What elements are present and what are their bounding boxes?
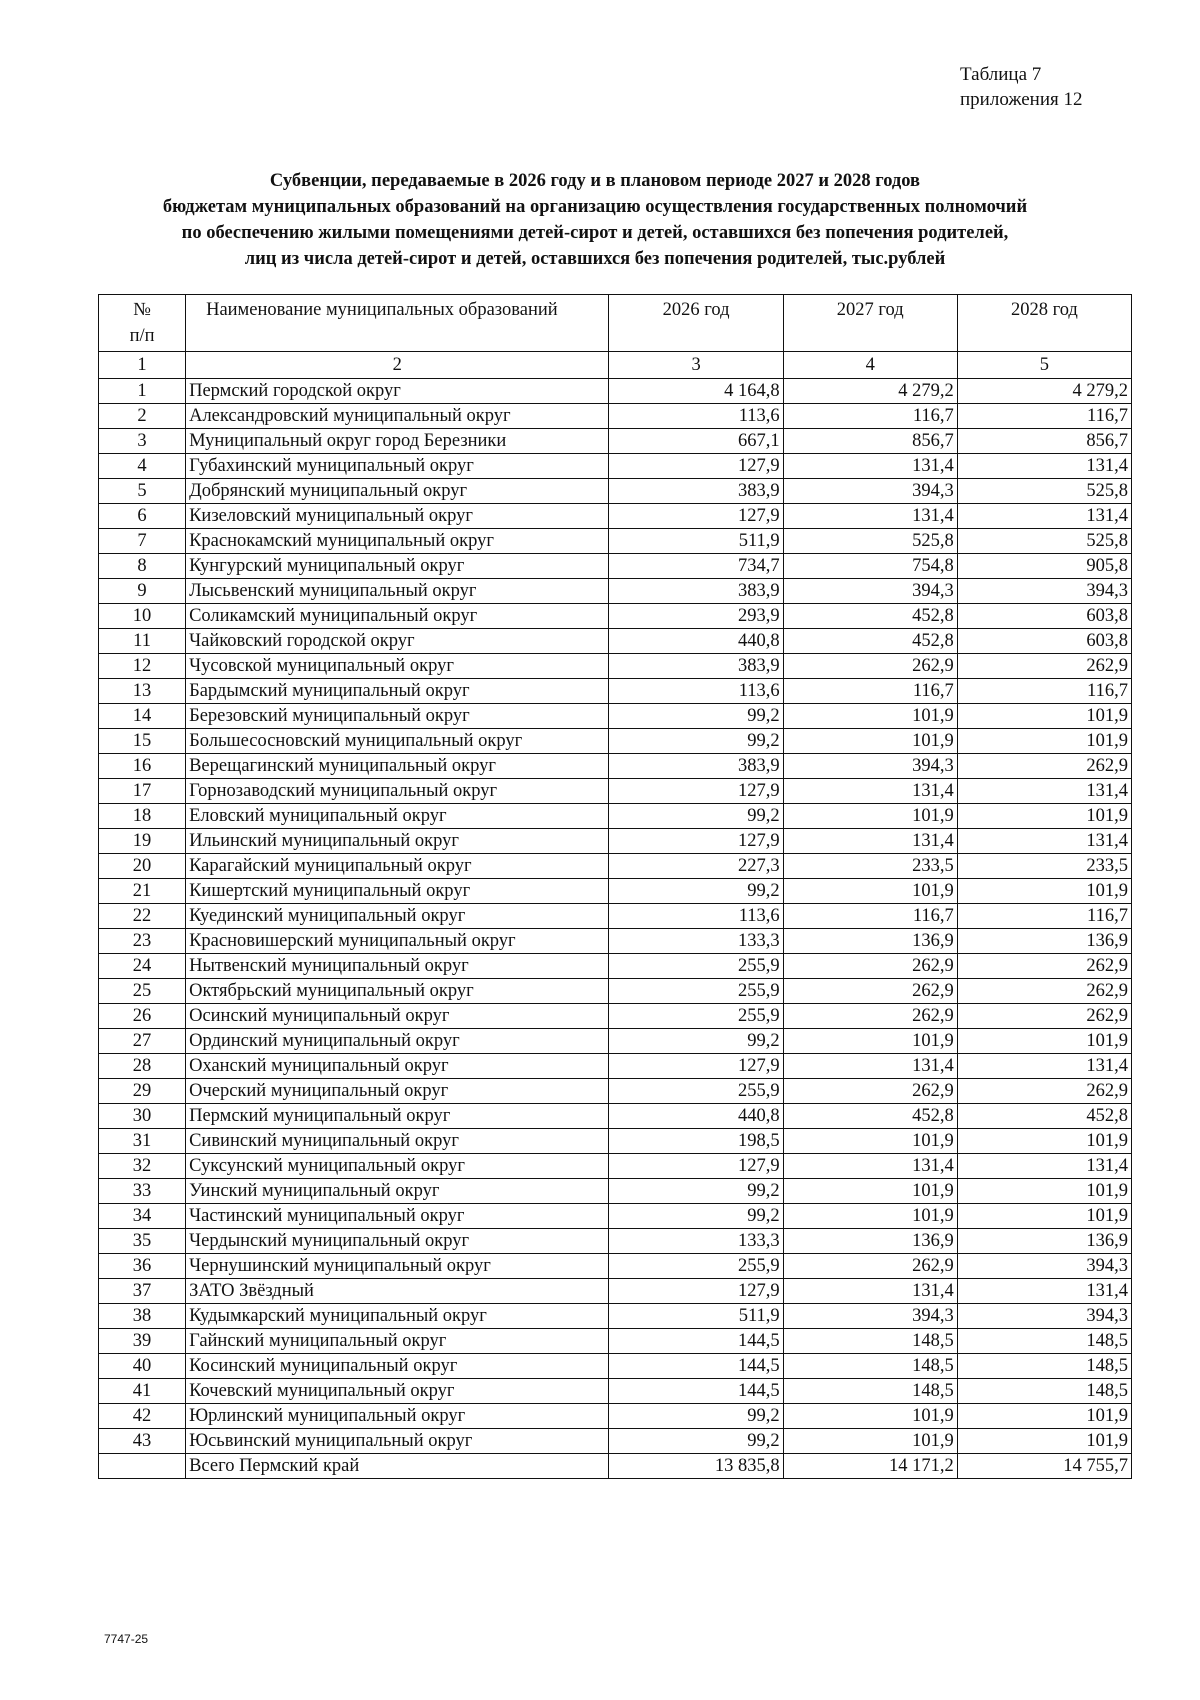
- value-2027: 131,4: [783, 454, 957, 479]
- value-2027: 101,9: [783, 879, 957, 904]
- municipality-name: Еловский муниципальный округ: [186, 804, 609, 829]
- value-2028: 148,5: [957, 1329, 1131, 1354]
- municipality-name: Кочевский муниципальный округ: [186, 1379, 609, 1404]
- table-row: [99, 579, 1132, 604]
- row-number: 23: [99, 929, 186, 954]
- row-number: 42: [99, 1404, 186, 1429]
- value-2028: 148,5: [957, 1379, 1131, 1404]
- document-code: 7747-25: [104, 1632, 149, 1646]
- value-2026: 99,2: [609, 1429, 783, 1454]
- municipality-name: Пермский муниципальный округ: [186, 1104, 609, 1129]
- table-row: [99, 704, 1132, 729]
- header-year-2027: 2027 год: [783, 295, 957, 352]
- table-row: [99, 1279, 1132, 1304]
- municipality-name: Чернушинский муниципальный округ: [186, 1254, 609, 1279]
- table-row: [99, 1329, 1132, 1354]
- value-2028: 262,9: [957, 754, 1131, 779]
- value-2028: 116,7: [957, 904, 1131, 929]
- value-2028: 101,9: [957, 879, 1131, 904]
- row-number: 4: [99, 454, 186, 479]
- value-2027: 136,9: [783, 929, 957, 954]
- column-number-row: [99, 352, 1132, 379]
- municipality-name: Октябрьский муниципальный округ: [186, 979, 609, 1004]
- value-2027: 525,8: [783, 529, 957, 554]
- value-2027: 101,9: [783, 1129, 957, 1154]
- column-number: 5: [957, 352, 1131, 379]
- value-2028: 148,5: [957, 1354, 1131, 1379]
- value-2027: 4 279,2: [783, 379, 957, 404]
- value-2026: 511,9: [609, 1304, 783, 1329]
- table-row: [99, 904, 1132, 929]
- annex-reference: [960, 62, 1082, 112]
- value-2027: 452,8: [783, 629, 957, 654]
- value-2027: 394,3: [783, 479, 957, 504]
- table-row: [99, 1429, 1132, 1454]
- value-2028: 14 755,7: [957, 1454, 1131, 1479]
- municipality-name: Краснокамский муниципальный округ: [186, 529, 609, 554]
- header-year-2026: 2026 год: [609, 295, 783, 352]
- table-row: [99, 1054, 1132, 1079]
- value-2028: 452,8: [957, 1104, 1131, 1129]
- table-row: [99, 929, 1132, 954]
- value-2027: 131,4: [783, 779, 957, 804]
- row-number: 20: [99, 854, 186, 879]
- row-number: 39: [99, 1329, 186, 1354]
- column-number: 2: [186, 352, 609, 379]
- municipality-name: Ильинский муниципальный округ: [186, 829, 609, 854]
- value-2027: 148,5: [783, 1379, 957, 1404]
- table-row: [99, 829, 1132, 854]
- value-2026: 4 164,8: [609, 379, 783, 404]
- value-2027: 262,9: [783, 979, 957, 1004]
- value-2027: 262,9: [783, 1004, 957, 1029]
- municipality-name: Нытвенский муниципальный округ: [186, 954, 609, 979]
- municipality-name: Кунгурский муниципальный округ: [186, 554, 609, 579]
- value-2027: 116,7: [783, 679, 957, 704]
- row-number: 15: [99, 729, 186, 754]
- value-2027: 101,9: [783, 1029, 957, 1054]
- value-2028: 131,4: [957, 1154, 1131, 1179]
- municipality-name: Горнозаводский муниципальный округ: [186, 779, 609, 804]
- value-2027: 131,4: [783, 504, 957, 529]
- table-row: [99, 754, 1132, 779]
- value-2027: 452,8: [783, 1104, 957, 1129]
- municipality-name: Красновишерский муниципальный округ: [186, 929, 609, 954]
- value-2027: 148,5: [783, 1354, 957, 1379]
- value-2026: 255,9: [609, 954, 783, 979]
- value-2026: 511,9: [609, 529, 783, 554]
- value-2027: 131,4: [783, 829, 957, 854]
- table-row: [99, 504, 1132, 529]
- header-municipality: Наименование муниципальных образований: [186, 295, 609, 352]
- row-number: 27: [99, 1029, 186, 1054]
- value-2026: 99,2: [609, 879, 783, 904]
- table-row: [99, 854, 1132, 879]
- value-2026: 113,6: [609, 404, 783, 429]
- value-2028: 262,9: [957, 1079, 1131, 1104]
- municipality-name: Муниципальный округ город Березники: [186, 429, 609, 454]
- table-row: [99, 429, 1132, 454]
- column-number: 3: [609, 352, 783, 379]
- value-2027: 14 171,2: [783, 1454, 957, 1479]
- value-2026: 144,5: [609, 1329, 783, 1354]
- total-row: [99, 1454, 1132, 1479]
- value-2028: 116,7: [957, 404, 1131, 429]
- row-number: 32: [99, 1154, 186, 1179]
- municipality-name: Осинский муниципальный округ: [186, 1004, 609, 1029]
- table-row: [99, 979, 1132, 1004]
- row-number: 40: [99, 1354, 186, 1379]
- table-row: [99, 1229, 1132, 1254]
- municipality-name: Большесосновский муниципальный округ: [186, 729, 609, 754]
- value-2027: 101,9: [783, 1404, 957, 1429]
- value-2026: 127,9: [609, 1279, 783, 1304]
- municipality-name: Березовский муниципальный округ: [186, 704, 609, 729]
- row-number: 36: [99, 1254, 186, 1279]
- value-2027: 101,9: [783, 729, 957, 754]
- value-2027: 131,4: [783, 1154, 957, 1179]
- municipality-name: Юрлинский муниципальный округ: [186, 1404, 609, 1429]
- value-2026: 383,9: [609, 754, 783, 779]
- value-2026: 255,9: [609, 1079, 783, 1104]
- value-2028: 101,9: [957, 804, 1131, 829]
- row-number: 38: [99, 1304, 186, 1329]
- value-2028: 603,8: [957, 604, 1131, 629]
- value-2028: 233,5: [957, 854, 1131, 879]
- value-2026: 255,9: [609, 979, 783, 1004]
- column-number: 1: [99, 352, 186, 379]
- value-2028: 101,9: [957, 1179, 1131, 1204]
- municipality-name: Александровский муниципальный округ: [186, 404, 609, 429]
- row-number: 30: [99, 1104, 186, 1129]
- title-line: бюджетам муниципальных образований на организацию осуществления государственных полномочий: [162, 197, 1028, 217]
- value-2026: 198,5: [609, 1129, 783, 1154]
- table-row: [99, 1404, 1132, 1429]
- row-number: 31: [99, 1129, 186, 1154]
- municipality-name: Чердынский муниципальный округ: [186, 1229, 609, 1254]
- value-2026: 133,3: [609, 1229, 783, 1254]
- value-2027: 101,9: [783, 1204, 957, 1229]
- value-2028: 856,7: [957, 429, 1131, 454]
- table-row: [99, 1079, 1132, 1104]
- row-number: 16: [99, 754, 186, 779]
- table-row: [99, 879, 1132, 904]
- municipality-name: Соликамский муниципальный округ: [186, 604, 609, 629]
- municipality-name: Суксунский муниципальный округ: [186, 1154, 609, 1179]
- table-row: [99, 1029, 1132, 1054]
- table-row: [99, 1104, 1132, 1129]
- row-number: 21: [99, 879, 186, 904]
- value-2026: 227,3: [609, 854, 783, 879]
- value-2028: 131,4: [957, 504, 1131, 529]
- table-row: [99, 1354, 1132, 1379]
- value-2026: 127,9: [609, 829, 783, 854]
- value-2026: 133,3: [609, 929, 783, 954]
- title-line: Субвенции, передаваемые в 2026 году и в плановом периоде 2027 и 2028 годов: [269, 171, 921, 191]
- row-number: 28: [99, 1054, 186, 1079]
- municipality-name: Частинский муниципальный округ: [186, 1204, 609, 1229]
- row-number: 22: [99, 904, 186, 929]
- municipality-name: Оханский муниципальный округ: [186, 1054, 609, 1079]
- value-2027: 101,9: [783, 704, 957, 729]
- table-body: [99, 379, 1132, 1479]
- value-2026: 383,9: [609, 654, 783, 679]
- value-2028: 262,9: [957, 654, 1131, 679]
- table-row: [99, 679, 1132, 704]
- value-2028: 525,8: [957, 529, 1131, 554]
- value-2026: 99,2: [609, 729, 783, 754]
- table-row: [99, 1304, 1132, 1329]
- value-2028: 131,4: [957, 829, 1131, 854]
- municipality-name: Чусовской муниципальный округ: [186, 654, 609, 679]
- value-2028: 262,9: [957, 979, 1131, 1004]
- value-2026: 440,8: [609, 629, 783, 654]
- value-2026: 127,9: [609, 779, 783, 804]
- annex-appendix-number: приложения 12: [960, 89, 1083, 110]
- value-2026: 99,2: [609, 1204, 783, 1229]
- table-row: [99, 654, 1132, 679]
- row-number: 18: [99, 804, 186, 829]
- value-2028: 136,9: [957, 929, 1131, 954]
- value-2027: 262,9: [783, 1254, 957, 1279]
- value-2028: 101,9: [957, 1404, 1131, 1429]
- value-2027: 394,3: [783, 1304, 957, 1329]
- row-number: 2: [99, 404, 186, 429]
- municipality-name: Очерский муниципальный округ: [186, 1079, 609, 1104]
- value-2028: 116,7: [957, 679, 1131, 704]
- value-2027: 101,9: [783, 1429, 957, 1454]
- value-2028: 101,9: [957, 1429, 1131, 1454]
- municipality-name: Гайнский муниципальный округ: [186, 1329, 609, 1354]
- table-row: [99, 729, 1132, 754]
- value-2027: 452,8: [783, 604, 957, 629]
- header-number: [99, 295, 186, 352]
- value-2026: 293,9: [609, 604, 783, 629]
- value-2026: 383,9: [609, 479, 783, 504]
- value-2028: 394,3: [957, 579, 1131, 604]
- table-row: [99, 404, 1132, 429]
- municipality-name: Бардымский муниципальный округ: [186, 679, 609, 704]
- municipality-name: Чайковский городской округ: [186, 629, 609, 654]
- table-row: [99, 529, 1132, 554]
- municipality-name: Пермский городской округ: [186, 379, 609, 404]
- value-2026: 13 835,8: [609, 1454, 783, 1479]
- value-2027: 131,4: [783, 1279, 957, 1304]
- value-2027: 148,5: [783, 1329, 957, 1354]
- municipality-name: Добрянский муниципальный округ: [186, 479, 609, 504]
- value-2028: 262,9: [957, 954, 1131, 979]
- value-2027: 116,7: [783, 904, 957, 929]
- municipality-name: Губахинский муниципальный округ: [186, 454, 609, 479]
- row-number: 19: [99, 829, 186, 854]
- row-number: 13: [99, 679, 186, 704]
- municipality-name: Сивинский муниципальный округ: [186, 1129, 609, 1154]
- municipality-name: Куединский муниципальный округ: [186, 904, 609, 929]
- value-2028: 4 279,2: [957, 379, 1131, 404]
- table-row: [99, 1004, 1132, 1029]
- table-row: [99, 1129, 1132, 1154]
- row-number: 25: [99, 979, 186, 1004]
- header-number-line2: п/п: [129, 326, 155, 346]
- value-2028: 394,3: [957, 1304, 1131, 1329]
- value-2026: 127,9: [609, 504, 783, 529]
- table-row: [99, 954, 1132, 979]
- row-number: 34: [99, 1204, 186, 1229]
- municipality-name: Карагайский муниципальный округ: [186, 854, 609, 879]
- table-row: [99, 479, 1132, 504]
- row-number: 5: [99, 479, 186, 504]
- table-row: [99, 629, 1132, 654]
- municipality-name: Верещагинский муниципальный округ: [186, 754, 609, 779]
- row-number: 43: [99, 1429, 186, 1454]
- value-2026: 440,8: [609, 1104, 783, 1129]
- row-number: 11: [99, 629, 186, 654]
- value-2028: 131,4: [957, 779, 1131, 804]
- municipality-name: Косинский муниципальный округ: [186, 1354, 609, 1379]
- table-row: [99, 604, 1132, 629]
- value-2027: 233,5: [783, 854, 957, 879]
- row-number: 1: [99, 379, 186, 404]
- municipality-name: Лысьвенский муниципальный округ: [186, 579, 609, 604]
- table-row: [99, 1204, 1132, 1229]
- value-2026: 99,2: [609, 804, 783, 829]
- value-2028: 131,4: [957, 1279, 1131, 1304]
- row-number: [99, 1454, 186, 1479]
- row-number: 6: [99, 504, 186, 529]
- title-line: по обеспечению жилыми помещениями детей-сирот и детей, оставшихся без попечения родителей,: [181, 223, 1009, 243]
- value-2026: 127,9: [609, 1054, 783, 1079]
- row-number: 17: [99, 779, 186, 804]
- value-2026: 99,2: [609, 1029, 783, 1054]
- row-number: 9: [99, 579, 186, 604]
- value-2026: 144,5: [609, 1379, 783, 1404]
- value-2028: 101,9: [957, 1204, 1131, 1229]
- row-number: 35: [99, 1229, 186, 1254]
- row-number: 8: [99, 554, 186, 579]
- value-2026: 255,9: [609, 1004, 783, 1029]
- table-row: [99, 554, 1132, 579]
- value-2026: 127,9: [609, 1154, 783, 1179]
- value-2028: 131,4: [957, 1054, 1131, 1079]
- value-2028: 101,9: [957, 704, 1131, 729]
- title-line: лиц из числа детей-сирот и детей, оставшихся без попечения родителей, тыс.рублей: [244, 249, 946, 269]
- value-2028: 905,8: [957, 554, 1131, 579]
- value-2028: 525,8: [957, 479, 1131, 504]
- value-2026: 667,1: [609, 429, 783, 454]
- subventions-table: [98, 294, 1132, 1479]
- value-2026: 113,6: [609, 679, 783, 704]
- column-number: 4: [783, 352, 957, 379]
- value-2026: 734,7: [609, 554, 783, 579]
- table-row: [99, 779, 1132, 804]
- value-2026: 255,9: [609, 1254, 783, 1279]
- value-2026: 383,9: [609, 579, 783, 604]
- value-2027: 262,9: [783, 654, 957, 679]
- value-2027: 856,7: [783, 429, 957, 454]
- annex-table-number: Таблица 7: [960, 64, 1042, 85]
- municipality-name: Юсьвинский муниципальный округ: [186, 1429, 609, 1454]
- value-2026: 144,5: [609, 1354, 783, 1379]
- row-number: 29: [99, 1079, 186, 1104]
- row-number: 12: [99, 654, 186, 679]
- municipality-name: Уинский муниципальный округ: [186, 1179, 609, 1204]
- municipality-name: Ординский муниципальный округ: [186, 1029, 609, 1054]
- row-number: 33: [99, 1179, 186, 1204]
- row-number: 41: [99, 1379, 186, 1404]
- table-header-row: [99, 295, 1132, 352]
- municipality-name: Всего Пермский край: [186, 1454, 609, 1479]
- table-row: [99, 1179, 1132, 1204]
- table-row: [99, 454, 1132, 479]
- value-2027: 394,3: [783, 579, 957, 604]
- value-2027: 262,9: [783, 954, 957, 979]
- header-number-line1: №: [133, 300, 151, 320]
- value-2027: 136,9: [783, 1229, 957, 1254]
- municipality-name: Кизеловский муниципальный округ: [186, 504, 609, 529]
- value-2028: 101,9: [957, 729, 1131, 754]
- row-number: 26: [99, 1004, 186, 1029]
- row-number: 7: [99, 529, 186, 554]
- municipality-name: Кудымкарский муниципальный округ: [186, 1304, 609, 1329]
- value-2027: 131,4: [783, 1054, 957, 1079]
- value-2028: 394,3: [957, 1254, 1131, 1279]
- table-row: [99, 1154, 1132, 1179]
- municipality-name: Кишертский муниципальный округ: [186, 879, 609, 904]
- header-year-2028: 2028 год: [957, 295, 1131, 352]
- value-2027: 262,9: [783, 1079, 957, 1104]
- document-title: [95, 168, 1095, 272]
- table-row: [99, 1379, 1132, 1404]
- row-number: 10: [99, 604, 186, 629]
- row-number: 14: [99, 704, 186, 729]
- table-row: [99, 379, 1132, 404]
- table-row: [99, 1254, 1132, 1279]
- value-2026: 99,2: [609, 1179, 783, 1204]
- municipality-name: ЗАТО Звёздный: [186, 1279, 609, 1304]
- row-number: 24: [99, 954, 186, 979]
- value-2027: 754,8: [783, 554, 957, 579]
- value-2027: 101,9: [783, 804, 957, 829]
- value-2028: 101,9: [957, 1029, 1131, 1054]
- value-2026: 127,9: [609, 454, 783, 479]
- value-2028: 136,9: [957, 1229, 1131, 1254]
- value-2028: 131,4: [957, 454, 1131, 479]
- value-2028: 101,9: [957, 1129, 1131, 1154]
- value-2026: 99,2: [609, 704, 783, 729]
- value-2027: 101,9: [783, 1179, 957, 1204]
- value-2026: 99,2: [609, 1404, 783, 1429]
- value-2028: 262,9: [957, 1004, 1131, 1029]
- table-row: [99, 804, 1132, 829]
- value-2027: 394,3: [783, 754, 957, 779]
- row-number: 3: [99, 429, 186, 454]
- value-2026: 113,6: [609, 904, 783, 929]
- value-2027: 116,7: [783, 404, 957, 429]
- row-number: 37: [99, 1279, 186, 1304]
- value-2028: 603,8: [957, 629, 1131, 654]
